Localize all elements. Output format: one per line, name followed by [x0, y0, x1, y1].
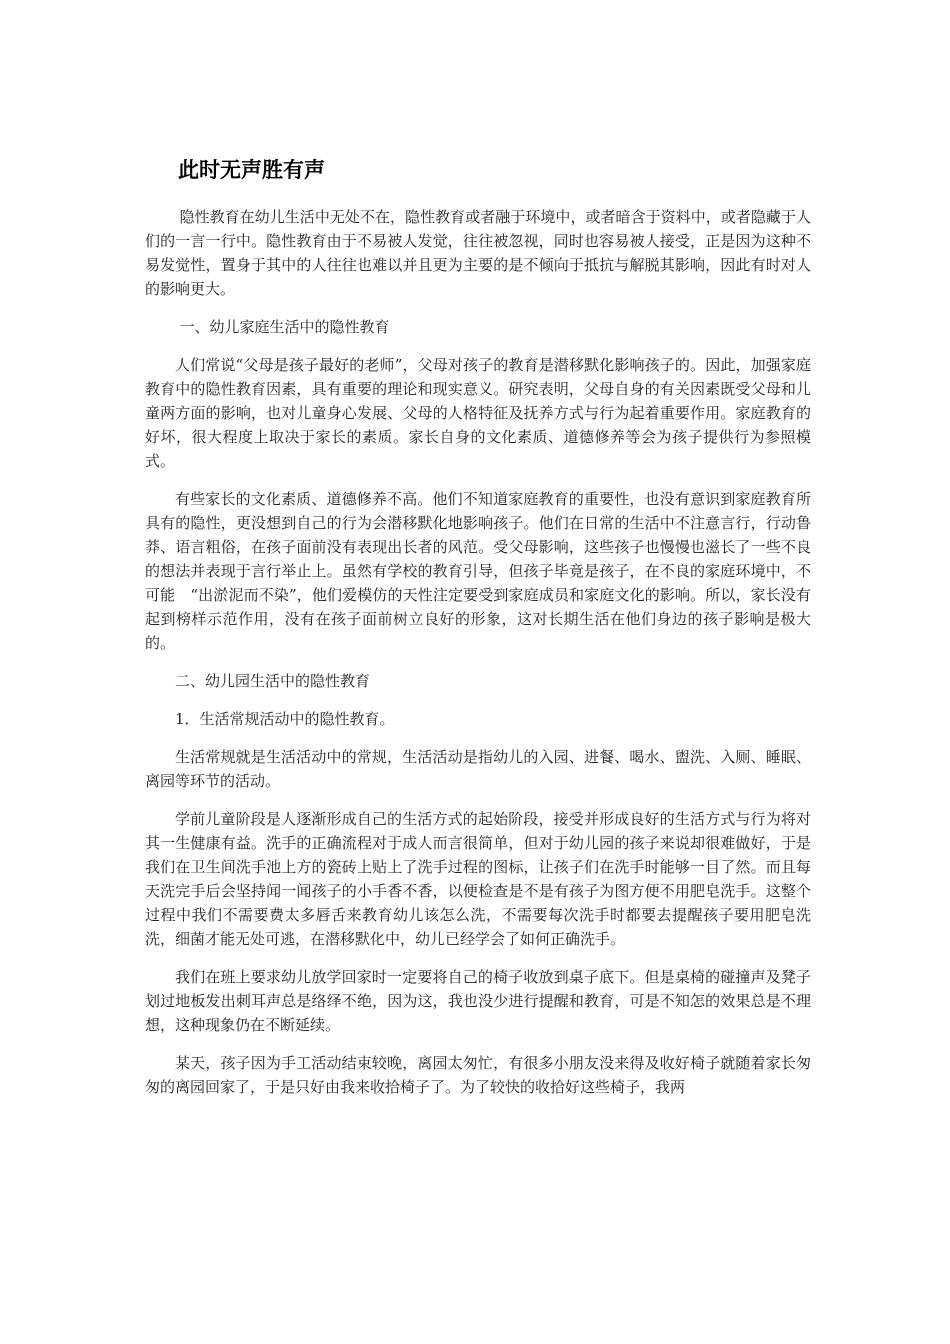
lead-paragraph: 隐性教育在幼儿生活中无处不在，隐性教育或者融于环境中，或者暗含于资料中，或者隐藏于人们的一言一行中。隐性教育由于不易被人发觉，往往被忽视，同时也容易被人接受，正是因为这种不易发觉性，置身于其中的人往往也难以并且更为主要的是不倾向于抵抗与解脱其影响，因此有时对人的影响更大。: [145, 208, 811, 298]
subsection-heading: 二、幼儿园生活中的隐性教育: [175, 672, 371, 690]
paragraph: 我们在班上要求幼儿放学回家时一定要将自己的椅子收放到桌子底下。但是桌椅的碰撞声及凳子划过地板发出刺耳声总是络绎不绝，因为这，我也没少进行提醒和教育，可是不知怎的效果总是不理想，这种现象仍在不断延续。: [145, 968, 811, 1034]
document-body: [145, 205, 811, 1113]
document-title: 此时无声胜有声: [178, 158, 325, 182]
paragraph: 人们常说“父母是孩子最好的老师”，父母对孩子的教育是潜移默化影响孩子的。因此，加强家庭教育中的隐性教育因素，具有重要的理论和现实意义。研究表明，父母自身的有关因素既受父母和儿童两方面的影响，也对儿童身心发展、父母的人格特征及抚养方式与行为起着重要作用。家庭教育的好坏，很大程度上取决于家长的素质。家长自身的文化素质、道德修养等会为孩子提供行为参照模式。: [145, 356, 811, 470]
section-heading: 一、幼儿家庭生活中的隐性教育: [179, 318, 390, 336]
subsection-heading: 1．生活常规活动中的隐性教育。: [175, 710, 395, 728]
paragraph: 某天，孩子因为手工活动结束较晚，离园太匆忙，有很多小朋友没来得及收好椅子就随着家长匆匆的离园回家了，于是只好由我来收拾椅子了。为了较快的收拾好这些椅子，我两: [145, 1054, 811, 1096]
paragraph: 有些家长的文化素质、道德修养不高。他们不知道家庭教育的重要性，也没有意识到家庭教育所具有的隐性，更没想到自己的行为会潜移默化地影响孩子。他们在日常的生活中不注意言行，行动鲁莽、语言粗俗，在孩子面前没有表现出长者的风范。受父母影响，这些孩子也慢慢也滋长了一些不良的想法并表现于言行举止上。虽然有学校的教育引导，但孩子毕竟是孩子，在不良的家庭环境中，不可能 “出淤泥而不染”，他们爱模仿的天性注定要受到家庭成员和家庭文化的影响。所以，家长没有起到榜样示范作用，没有在孩子面前树立良好的形象，这对长期生活在他们身边的孩子影响是极大的。: [145, 490, 811, 652]
paragraph: 学前儿童阶段是人逐渐形成自己的生活方式的起始阶段，接受并形成良好的生活方式与行为将对其一生健康有益。洗手的正确流程对于成人而言很简单，但对于幼儿园的孩子来说却很难做好，于是我们在卫生间洗手池上方的瓷砖上贴上了洗手过程的图标，让孩子们在洗手时能够一目了然。而且每天洗完手后会坚持闻一闻孩子的小手香不香，以便检查是不是有孩子为图方便不用肥皂洗手。这整个过程中我们不需要费太多唇舌来教育幼儿该怎么洗，不需要每次洗手时都要去提醒孩子要用肥皂洗洗，细菌才能无处可逃，在潜移默化中，幼儿已经学会了如何正确洗手。: [145, 810, 811, 948]
paragraph: 生活常规就是生活活动中的常规，生活活动是指幼儿的入园、进餐、喝水、盥洗、入厕、睡眠、离园等环节的活动。: [145, 748, 811, 790]
